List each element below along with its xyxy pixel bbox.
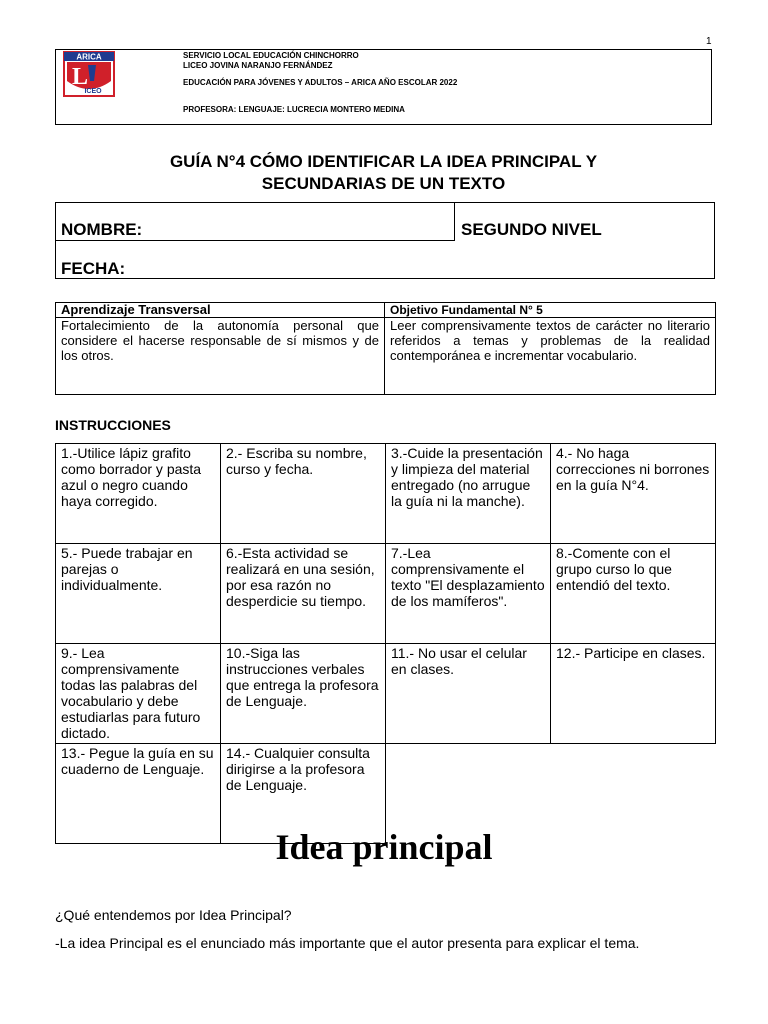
instruction-cell: 1.-Utilice lápiz grafito como borrador y pasta azul o negro cuando haya corregido.	[56, 444, 221, 544]
instruction-cell: 14.- Cualquier consulta dirigirse a la profesora de Lenguaje.	[221, 744, 386, 844]
date-label: FECHA:	[61, 259, 126, 278]
logo-bottom-text: ICEO	[84, 88, 102, 95]
instructions-table	[55, 443, 716, 844]
instruction-cell: 11.- No usar el celular en clases.	[386, 644, 551, 744]
objectives-text-transversal: Fortalecimiento de la autonomía personal que considere el hacerse responsable de sí mismos y de los otros.	[56, 318, 385, 395]
objectives-header-transversal: Aprendizaje Transversal	[56, 303, 385, 318]
header-line-2: LICEO JOVINA NARANJO FERNÁNDEZ	[183, 61, 333, 70]
instruction-cell: 13.- Pegue la guía en su cuaderno de Lenguaje.	[56, 744, 221, 844]
header-line-1: SERVICIO LOCAL EDUCACIÓN CHINCHORRO	[183, 51, 359, 60]
question-text: ¿Qué entendemos por Idea Principal?	[55, 907, 292, 923]
instruction-cell: 7.-Lea comprensivamente el texto "El desplazamiento de los mamíferos".	[386, 544, 551, 644]
instruction-cell: 9.- Lea comprensivamente todas las palabras del vocabulario y debe estudiarlas para futuro dictado.	[56, 644, 221, 744]
header-line-3: EDUCACIÓN PARA JÓVENES Y ADULTOS – ARICA AÑO ESCOLAR 2022	[183, 78, 458, 87]
title-line-2: SECUNDARIAS DE UN TEXTO	[261, 174, 506, 193]
level-label: SEGUNDO NIVEL	[461, 220, 602, 239]
instruction-cell: 4.- No haga correcciones ni borrones en la guía N°4.	[551, 444, 716, 544]
objectives-table	[55, 302, 716, 395]
logo-letter: L	[71, 64, 89, 90]
answer-text: -La idea Principal es el enunciado más importante que el autor presenta para explicar el tema.	[55, 935, 640, 951]
instruction-cell: 10.-Siga las instrucciones verbales que entrega la profesora de Lenguaje.	[221, 644, 386, 744]
objectives-text-fundamental: Leer comprensivamente textos de carácter no literario referidos a temas y problemas de la realidad contemporánea e incrementar vocabulario.	[385, 318, 716, 395]
table-row	[56, 544, 716, 644]
instruction-cell: 8.-Comente con el grupo curso lo que entendió del texto.	[551, 544, 716, 644]
header-line-4: PROFESORA: LENGUAJE: LUCRECIA MONTERO MEDINA	[183, 105, 405, 114]
page-number: 1	[706, 36, 712, 47]
divider	[454, 202, 455, 241]
school-logo	[63, 51, 115, 97]
name-label: NOMBRE:	[61, 220, 143, 239]
section-heading: Idea principal	[275, 827, 493, 867]
divider	[55, 240, 455, 241]
instructions-title: INSTRUCCIONES	[55, 417, 171, 433]
title-line-1: GUÍA N°4 CÓMO IDENTIFICAR LA IDEA PRINCIPAL Y	[169, 152, 598, 171]
instruction-cell: 2.- Escriba su nombre, curso y fecha.	[221, 444, 386, 544]
instruction-cell: 5.- Puede trabajar en parejas o individualmente.	[56, 544, 221, 644]
table-row	[56, 644, 716, 744]
logo-top-text: ARICA	[76, 52, 102, 62]
objectives-header-fundamental: Objetivo Fundamental N° 5	[385, 303, 716, 318]
instruction-cell: 12.- Participe en clases.	[551, 644, 716, 744]
instruction-cell: 6.-Esta actividad se realizará en una sesión, por esa razón no desperdicie su tiempo.	[221, 544, 386, 644]
page-title	[55, 151, 712, 195]
instruction-cell: 3.-Cuide la presentación y limpieza del material entregado (no arrugue la guía ni la manche).	[386, 444, 551, 544]
table-row	[56, 444, 716, 544]
